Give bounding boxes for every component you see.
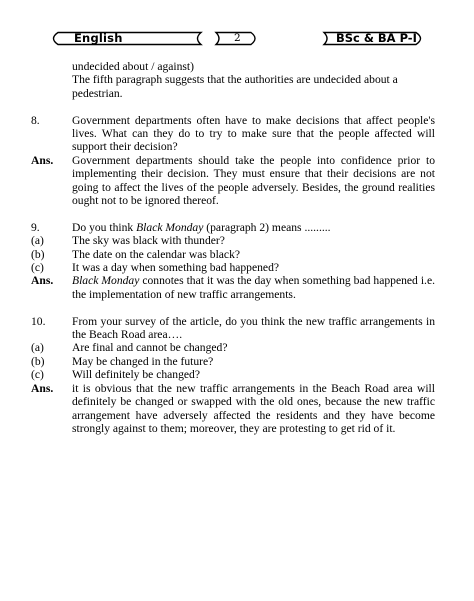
answer-8-text: Government departments should take the people into confidence prior to implementing their decision. They must ensure that their decisions are not going to affect the lives of the people adversely. Besides, the ground realities ought not to be ignored thereof. bbox=[72, 153, 435, 208]
intro-line-1: undecided about / against) bbox=[72, 60, 195, 73]
question-8-number: 8. bbox=[31, 113, 40, 127]
question-10 bbox=[31, 315, 435, 342]
question-9-text-post: (paragraph 2) means ......... bbox=[203, 220, 331, 234]
option-text: The date on the calendar was black? bbox=[72, 247, 241, 261]
header-subject: English bbox=[74, 31, 123, 45]
answer-9 bbox=[31, 274, 435, 301]
option-text: It was a day when something bad happened? bbox=[72, 261, 280, 275]
option-text: May be changed in the future? bbox=[72, 354, 214, 368]
document-body bbox=[31, 60, 435, 435]
intro-line-2: The fifth paragraph suggests that the authorities are undecided about a pedestrian. bbox=[72, 73, 398, 100]
header-page-number: 2 bbox=[234, 32, 241, 44]
option-label: (a) bbox=[31, 234, 44, 248]
question-10-option-c bbox=[31, 368, 435, 381]
answer-10-label: Ans. bbox=[31, 381, 54, 395]
question-10-option-b bbox=[31, 355, 435, 368]
answer-9-text bbox=[72, 274, 435, 301]
option-text: Will definitely be changed? bbox=[72, 368, 200, 382]
answer-8-label: Ans. bbox=[31, 153, 54, 167]
page-header bbox=[46, 31, 428, 46]
question-9-option-a bbox=[31, 234, 435, 247]
option-label: (b) bbox=[31, 354, 45, 368]
answer-9-text-rest: connotes that it was the day when something bad happened i.e. the implementation of new traffic arrangements. bbox=[72, 274, 435, 301]
question-10-text: From your survey of the article, do you think the new traffic arrangements in the Beach Road area…. bbox=[72, 314, 435, 342]
question-8-text: Government departments often have to make decisions that affect people's lives. What can they do to try to make sure that the people affected will support their decision? bbox=[72, 113, 435, 154]
option-text: The sky was black with thunder? bbox=[72, 234, 225, 248]
question-9-text-em: Black Monday bbox=[136, 220, 204, 234]
question-9-text bbox=[72, 221, 435, 234]
header-course: BSc & BA P-I bbox=[336, 31, 417, 45]
question-9-number: 9. bbox=[31, 220, 40, 234]
question-8 bbox=[31, 114, 435, 154]
question-9 bbox=[31, 221, 435, 234]
option-label: (b) bbox=[31, 247, 45, 261]
question-9-text-pre: Do you think bbox=[72, 220, 137, 234]
answer-10 bbox=[31, 382, 435, 436]
option-label: (c) bbox=[31, 261, 44, 275]
answer-10-text: it is obvious that the new traffic arrangements in the Beach Road area will definitely be changed or swapped with the old ones, because the new traffic arrangement have adversely affected the residents and they have become strongly against to them; moreover, they are protesting to get rid of it. bbox=[72, 381, 435, 435]
option-label: (a) bbox=[31, 341, 44, 355]
question-9-option-b bbox=[31, 248, 435, 261]
option-text: Are final and cannot be changed? bbox=[72, 341, 228, 355]
question-10-option-a bbox=[31, 341, 435, 354]
answer-9-text-em: Black Monday bbox=[72, 274, 140, 288]
question-9-option-c bbox=[31, 261, 435, 274]
answer-9-label: Ans. bbox=[31, 274, 54, 288]
question-10-number: 10. bbox=[31, 314, 46, 328]
answer-8 bbox=[31, 154, 435, 208]
option-label: (c) bbox=[31, 368, 44, 382]
